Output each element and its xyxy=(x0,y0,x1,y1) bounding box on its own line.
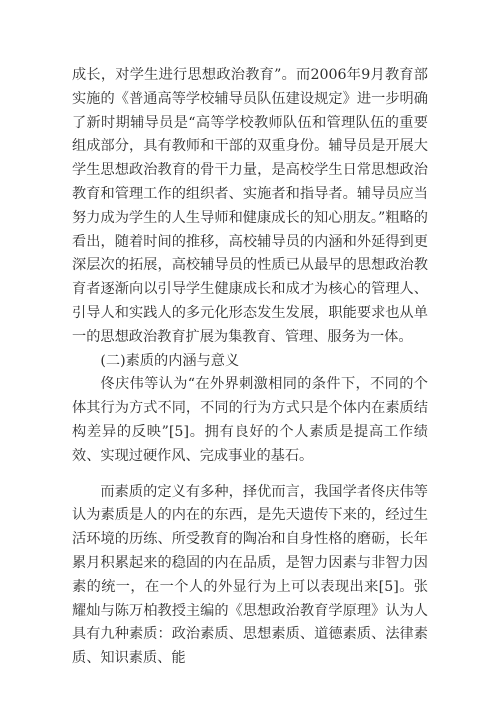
paragraph-quality-definition: 而素质的定义有多种，择优而言，我国学者佟庆伟等认为素质是人的内在的东西，是先天遗传下来的，经过生活环境的历练、所受教育的陶冶和自身性格的磨砺，长年累月积累起来的稳固的内在品质，是智力因素与非智力因素的统一，在一个人的外显行为上可以表现出来[5]。张耀灿与陈万柏教授主编的《思想政治教育学原理》认为人具有九种素质：政治素质、思想素质、道德素质、法律素质、知识素质、能 xyxy=(72,483,428,667)
section-heading-quality: (二)素质的内涵与意义 xyxy=(100,352,240,369)
paragraph-quality-view: 佟庆伟等认为“在外界刺激相同的条件下，不同的个体其行为方式不同，不同的行为方式只是个体内在素质结构差异的反映”[5]。拥有良好的个人素质是提高工作绩效、实现过硬作风、完成事业的基石。 xyxy=(72,376,428,464)
document-body xyxy=(72,64,428,671)
paragraph-counselor-definition: 成长，对学生进行思想政治教育”。而2006年9月教育部实施的《普通高等学校辅导员队伍建设规定》进一步明确了新时期辅导员是“高等学校教师队伍和管理队伍的重要组成部分，具有教师和干部的双重身份。辅导员是开展大学生思想政治教育的骨干力量，是高校学生日常思想政治教育和管理工作的组织者、实施者和指导者。辅导员应当努力成为学生的人生导师和健康成长的知心朋友。”粗略的看出，随着时间的推移，高校辅导员的内涵和外延得到更深层次的拓展，高校辅导员的性质已从最早的思想政治教育者逐渐向以引导学生健康成长和成才为核心的管理人、引导人和实践人的多元化形态发生发展，职能要求也从单一的思想政治教育扩展为集教育、管理、服务为一体。 xyxy=(72,67,428,345)
paragraph-gap xyxy=(72,469,428,481)
